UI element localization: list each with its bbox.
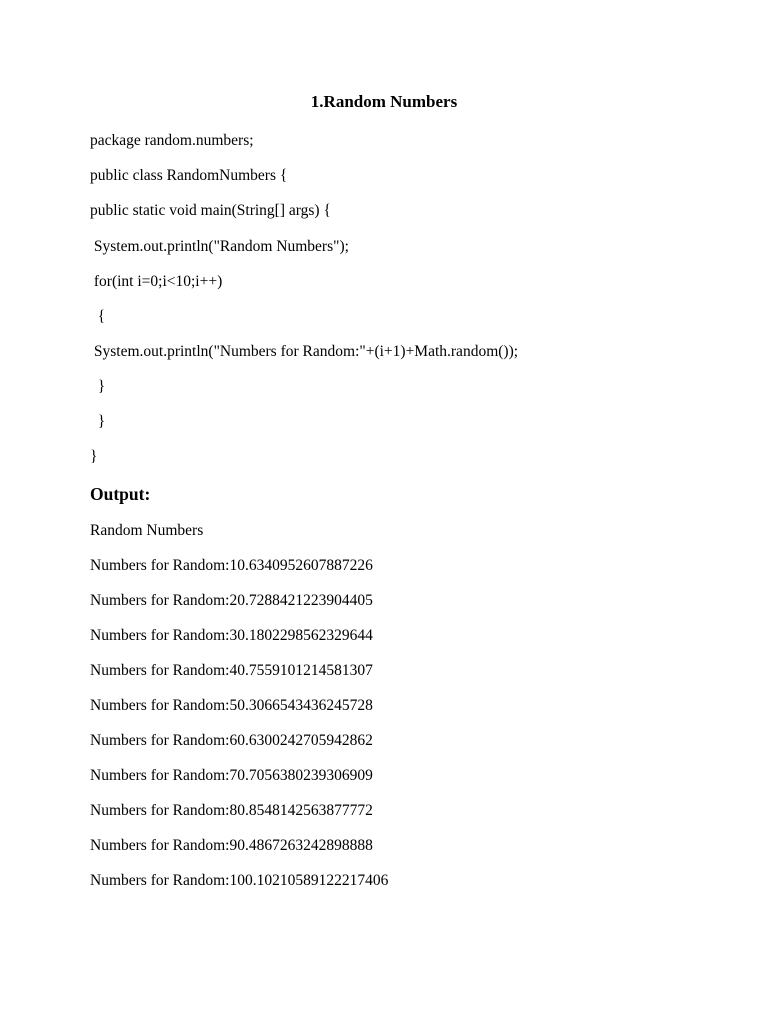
output-line: Random Numbers <box>90 522 204 539</box>
code-line: package random.numbers; <box>90 132 254 149</box>
output-line: Numbers for Random:30.1802298562329644 <box>90 627 373 644</box>
output-line: Numbers for Random:90.4867263242898888 <box>90 837 373 854</box>
code-line: System.out.println("Numbers for Random:"+(i+1)+Math.random()); <box>90 343 519 360</box>
output-line: Numbers for Random:40.7559101214581307 <box>90 662 373 679</box>
output-line: Numbers for Random:60.6300242705942862 <box>90 732 373 749</box>
output-line: Numbers for Random:20.7288421223904405 <box>90 592 373 609</box>
code-line: } <box>90 378 106 395</box>
output-line: Numbers for Random:100.10210589122217406 <box>90 872 389 889</box>
code-line: for(int i=0;i<10;i++) <box>90 273 223 290</box>
code-line: public class RandomNumbers { <box>90 167 288 184</box>
output-heading: Output: <box>90 484 151 504</box>
document-title: 1.Random Numbers <box>310 92 458 111</box>
code-line: } <box>90 413 106 430</box>
output-line: Numbers for Random:50.3066543436245728 <box>90 697 373 714</box>
code-line: public static void main(String[] args) { <box>90 202 331 219</box>
output-line: Numbers for Random:70.7056380239306909 <box>90 767 373 784</box>
output-line: Numbers for Random:80.8548142563877772 <box>90 802 373 819</box>
code-line: System.out.println("Random Numbers"); <box>90 238 349 255</box>
code-line: { <box>90 308 106 325</box>
output-line: Numbers for Random:10.6340952607887226 <box>90 557 373 574</box>
code-line: } <box>90 448 98 465</box>
